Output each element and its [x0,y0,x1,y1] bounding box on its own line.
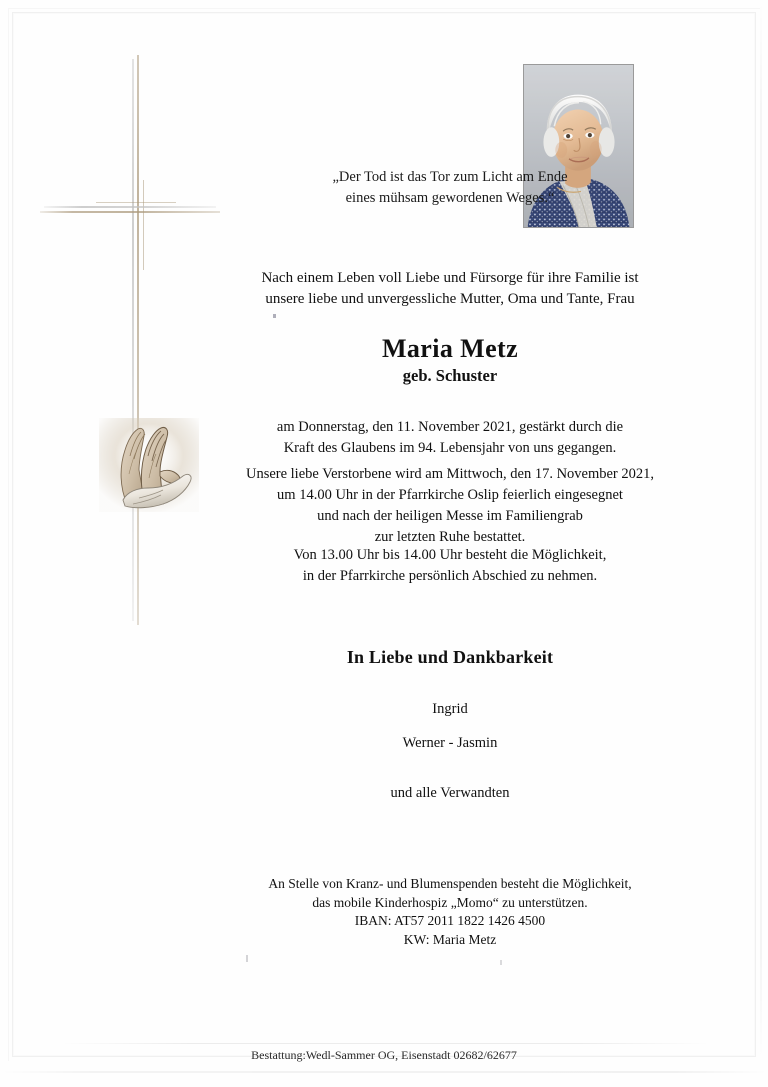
passing-details [200,417,700,459]
page-shadow-right [760,0,762,1060]
viewing-details [200,545,700,587]
funeral-home-footer: Bestattung:Wedl-Sammer OG, Eisenstadt 02682/62677 [251,1048,517,1062]
cross-vertical-accent [143,180,144,270]
scan-artifact [500,960,502,965]
funeral-line-2: um 14.00 Uhr in der Pfarrkirche Oslip feierlich eingesegnet [277,487,623,503]
donation-iban: IBAN: AT57 2011 1822 1426 4500 [354,913,546,928]
donation-notice [200,875,700,949]
cross-icon [40,55,220,625]
passing-line-2: Kraft des Glaubens im 94. Lebensjahr von uns gegangen. [283,440,617,456]
quote-line-1: „Der Tod ist das Tor zum Licht am Ende [332,169,568,185]
survivor-name: Ingrid [432,701,468,717]
cross-horizontal [40,211,220,213]
deceased-maiden-name: geb. Schuster [402,366,498,385]
donation-line-2: das mobile Kinderhospiz „Momo“ zu unterstützen. [312,894,588,910]
viewing-line-2: in der Pfarrkirche persönlich Abschied zu nehmen. [302,568,598,584]
cross-horizontal-highlight [44,206,216,208]
quote-line-2: eines mühsam gewordenen Weges.“ [345,190,555,206]
memorial-intro [200,268,700,310]
passing-line-1: am Donnerstag, den 11. November 2021, gestärkt durch die [276,419,624,435]
donation-line-1: An Stelle von Kranz- und Blumenspenden besteht die Möglichkeit, [268,876,632,891]
scan-artifact [246,955,248,962]
viewing-line-1: Von 13.00 Uhr bis 14.00 Uhr besteht die Möglichkeit, [293,547,607,563]
memorial-text-column [200,0,700,1087]
intro-line-2: unsere liebe und unvergessliche Mutter, Oma und Tante, Frau [265,291,635,307]
funeral-line-1: Unsere liebe Verstorbene wird am Mittwoch, den 17. November 2021, [245,466,655,482]
donation-reference: KW: Maria Metz [403,931,497,947]
scan-artifact [273,314,276,318]
footer-divider [60,1043,710,1044]
funeral-line-4: zur letzten Ruhe bestattet. [374,529,526,545]
funeral-details [200,464,700,548]
funeral-line-3: und nach der heiligen Messe im Familiengrab [317,508,583,524]
praying-hands-icon [93,412,207,518]
deceased-name: Maria Metz [381,334,519,363]
survivor-name: Werner - Jasmin [402,735,498,751]
cross-horizontal-accent [96,202,176,203]
cross-vertical-highlight [132,59,134,621]
survivor-name: und alle Verwandten [390,785,510,801]
tribute-heading: In Liebe und Dankbarkeit [346,647,554,667]
cross-vertical [137,55,139,625]
memorial-quote [200,167,700,209]
intro-line-1: Nach einem Leben voll Liebe und Fürsorge für ihre Familie ist [261,270,639,286]
